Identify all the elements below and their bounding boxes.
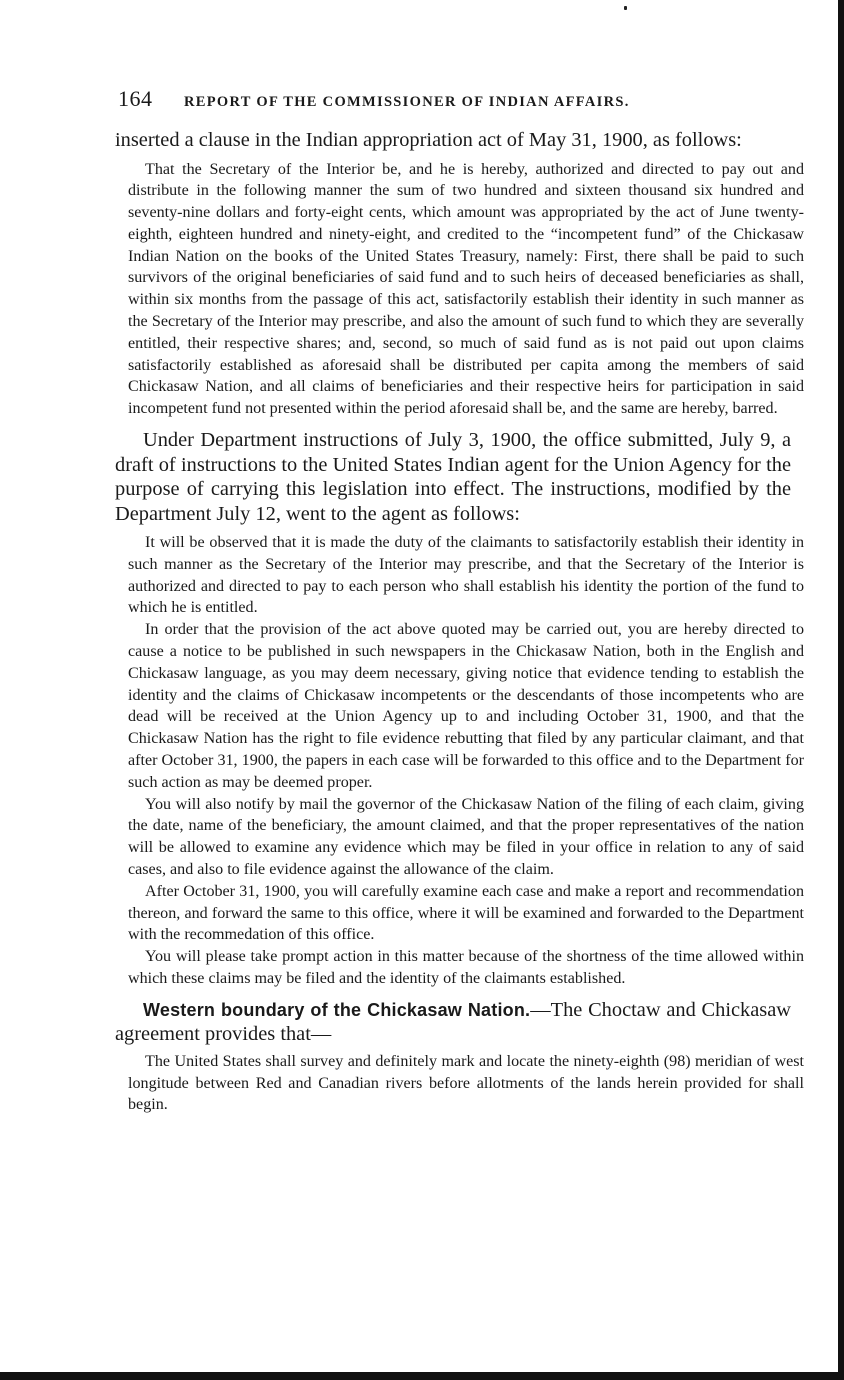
scan-speck — [624, 6, 627, 10]
section-intro: —The Choctaw and Chickasaw agreement provides that— — [115, 998, 791, 1046]
scan-border-bottom — [0, 1372, 844, 1380]
instruction-paragraph-2: In order that the provision of the act above quoted may be carried out, you are hereby directed to cause a notice to be published in such newspapers in the Chickasaw Nation, both in the English and Chickasaw language, as you may deem necessary, giving notice that evidence tending to establish the identity and the claims of Chickasaw incompetents or the descendants of those incompetents who are dead will be received at the Union Agency up to and including October 31, 1900, and that the Chickasaw Nation has the right to file evidence rebutting that filed by any particular claimant, and that after October 31, 1900, the papers in each case will be forwarded to this office and to the Department for such action as may be deemed proper. — [128, 621, 804, 791]
page-content — [115, 86, 804, 1116]
quoted-act-paragraph: That the Secretary of the Interior be, and he is hereby, authorized and directed to pay out and distribute in the following manner the sum of two hundred and sixteen thousand six hundred and seventy-nine dollars and forty-eight cents, which amount was appropriated by the act of June twenty-eighth, eighteen hundred and ninety-eight, and credited to the “incompetent fund” of the Chickasaw Indian Nation on the books of the United States Treasury, namely: First, there shall be paid to such survivors of the original beneficiaries of said fund and to such heirs of deceased beneficiaries as shall, within six months from the passage of this act, satisfactorily establish their identity in such manner as the Secretary of the Interior may prescribe, and also the amount of such fund to which they are severally entitled, their respective shares; and, second, so much of said fund as is not paid out upon claims satisfactorily established as aforesaid shall be distributed per capita among the members of said Chickasaw Nation, and all claims of beneficiaries and their respective heirs for participation in said incompetent fund not presented within the period aforesaid shall be, and the same are hereby, barred. — [128, 160, 804, 418]
page-number: 164 — [118, 86, 153, 111]
running-head — [118, 86, 802, 114]
section-paragraph — [115, 998, 791, 1047]
instruction-paragraph-1: It will be observed that it is made the duty of the claimants to satisfactorily establish their identity in such manner as the Secretary of the Interior may prescribe, and that the Secretary of the Interior is authorized and directed to pay to each person who shall establish his identity the portion of the fund to which he is entitled. — [128, 534, 804, 617]
department-instructions-paragraph: Under Department instructions of July 3, 1900, the office submitted, July 9, a draft of instructions to the United States Indian agent for the Union Agency for the purpose of carrying this legislation into effect. The instructions, modified by the Department July 12, went to the agent as follows: — [115, 429, 791, 525]
instruction-paragraph-4: After October 31, 1900, you will carefully examine each case and make a report and recommendation thereon, and forward the same to this office, where it will be examined and forwarded to the Department with the recommedation of this office. — [128, 882, 804, 944]
section-heading: Western boundary of the Chickasaw Nation. — [143, 999, 531, 1020]
instruction-paragraph-3: You will also notify by mail the governor of the Chickasaw Nation of the filing of each claim, giving the date, name of the beneficiary, the amount claimed, and that the proper representatives of the nation will be allowed to examine any evidence which may be filed in your office in relation to any of said cases, and also to file evidence against the allowance of the claim. — [128, 795, 804, 879]
scan-border-right — [838, 0, 844, 1380]
instruction-paragraph-5: You will please take prompt action in this matter because of the shortness of the time allowed within which these claims may be filed and the identity of the claimants established. — [128, 948, 804, 987]
quoted-agreement-paragraph: The United States shall survey and definitely mark and locate the ninety-eighth (98) meridian of west longitude between Red and Canadian rivers before allotments of the lands herein provided for shall begin. — [128, 1052, 804, 1114]
running-head-title: REPORT OF THE COMMISSIONER OF INDIAN AFFAIRS. — [184, 94, 630, 110]
intro-paragraph: inserted a clause in the Indian appropriation act of May 31, 1900, as follows: — [115, 129, 742, 151]
